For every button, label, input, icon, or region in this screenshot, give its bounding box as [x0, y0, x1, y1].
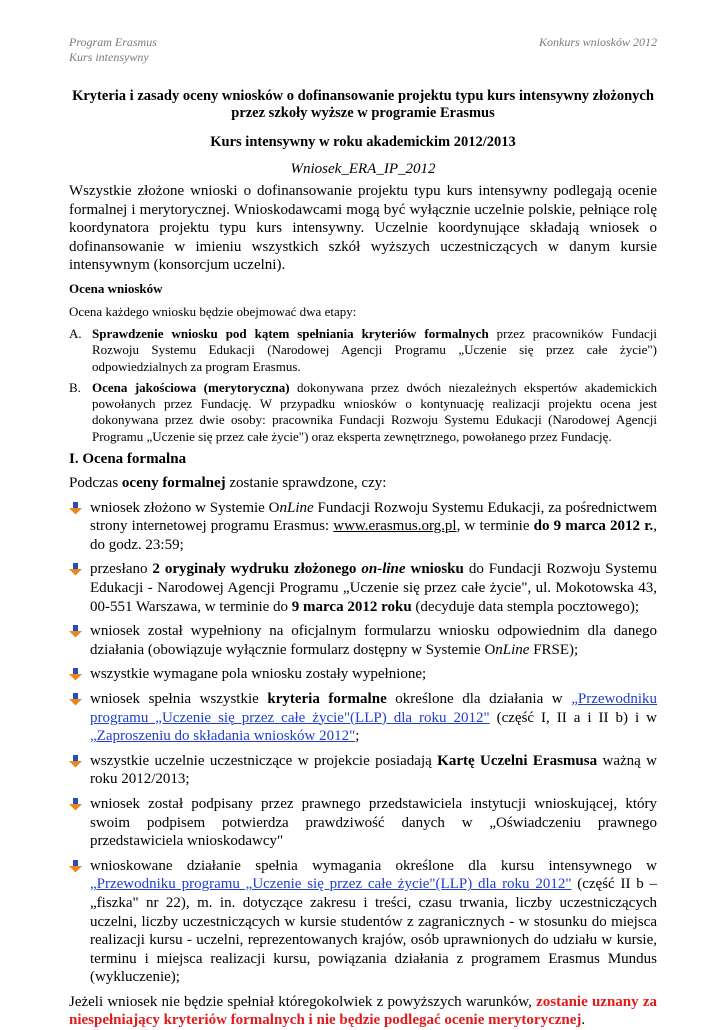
erasmus-url[interactable]: www.erasmus.org.pl: [333, 518, 457, 535]
list-item: wniosek został wypełniony na oficjalnym formularzu wniosku odpowiednim dla danego działania (obowiązuje wyłącznie formularz dostępny w Systemie OnLine FRSE);: [69, 622, 657, 659]
down-arrow-icon: [69, 563, 82, 576]
invitation-link[interactable]: „Zaproszeniu do składania wniosków 2012": [90, 728, 356, 745]
list-item: wszystkie uczelnie uczestniczące w projekcie posiadają Kartę Uczelni Erasmusa ważną w roku 2012/2013;: [69, 752, 657, 789]
final-warning: Jeżeli wniosek nie będzie spełniał któregokolwiek z powyższych warunków, zostanie uznany za niespełniający kryteriów formalnych i nie będzie podlegać ocenie merytorycznej.: [69, 993, 657, 1029]
list-item: wniosek został podpisany przez prawnego przedstawiciela instytucji wnioskującej, który swoim podpisem potwierdza prawdziwość danych w „Oświadczeniu prawnego przedstawiciela wnioskodawcy": [69, 795, 657, 851]
section-heading-ocena: Ocena wniosków: [69, 280, 163, 296]
header-contest: Konkurs wniosków 2012: [538, 35, 657, 49]
down-arrow-icon: [69, 693, 82, 706]
form-name: Wniosek_ERA_IP_2012: [290, 161, 436, 177]
down-arrow-icon: [69, 668, 82, 681]
guide-link[interactable]: „Przewodniku programu „Uczenie się przez całe życie"(LLP) dla roku 2012": [90, 690, 658, 726]
list-item: B. Ocena jakościowa (merytoryczna) dokonywana przez dwóch niezależnych ekspertów akademickich powołanych przez Fundację. W przypadku wniosków o kontynuację realizacji projektu ocena jest dokonywana przez dwie osoby: pracownika Fundacji Rozwoju Systemu Edukacji (Narodowej Agencji Programu „Uczenie się przez całe życie") oraz eksperta zewnętrznego, powołanego przez Fundację.: [69, 379, 657, 444]
list-item: wnioskowane działanie spełnia wymagania określone dla kursu intensywnego w „Przewodniku programu „Uczenie się przez całe życie"(LLP) dla roku 2012" (część II b – „fiszka" nr 22), m. in. dotyczące zakresu i treści, czasu trwania, liczby uczestniczących uczelni, liczby uczestniczących w kursie studentów z zagranicznych - w stosunku do miejsca realizacji kursu - uczelni, reprezentowanych krajów, osób uprawnionych do udziału w kursie, terminu i miejsca realizacji kursu, powiązania działania z programem Erasmus Mundus (wykluczenie);: [69, 857, 657, 987]
evaluation-stages-list: [69, 326, 657, 445]
header-program: Program Erasmus: [69, 35, 157, 49]
ocena-lead: Ocena każdego wniosku będzie obejmować dwa etapy:: [69, 303, 357, 319]
formal-checklist: [69, 499, 657, 987]
document-subtitle: Kurs intensywny w roku akademickim 2012/2013: [210, 134, 516, 150]
section-heading-formal: I. Ocena formalna: [69, 451, 187, 468]
down-arrow-icon: [69, 625, 82, 638]
document-title: Kryteria i zasady oceny wniosków o dofinansowanie projektu typu kurs intensywny złożonych przez szkoły wyższe w programie Erasmus: [72, 88, 654, 121]
intro-paragraph: Wszystkie złożone wnioski o dofinansowanie projektu typu kurs intensywny podlegają ocenie formalnej i merytorycznej. Wnioskodawcami mogą być wyłącznie uczelnie polskie, pełniące rolę koordynatora projektu typu kurs intensywny. Uczelnie koordynujące składają wniosek o dofinansowanie w imieniu wszystkich szkół wyższych uczestniczących w danym kursie intensywnym (konsorcjum uczelni).: [69, 183, 657, 274]
list-item: A. Sprawdzenie wniosku pod kątem spełniania kryteriów formalnych przez pracowników Fundacji Rozwoju Systemu Edukacji (Narodowej Agencji Programu „Uczenie się przez całe życie") odpowiedzialnych za program Erasmus.: [69, 325, 657, 374]
down-arrow-icon: [69, 860, 82, 873]
down-arrow-icon: [69, 798, 82, 811]
page-header: [69, 35, 657, 65]
down-arrow-icon: [69, 755, 82, 768]
list-item: wszystkie wymagane pola wniosku zostały wypełnione;: [69, 665, 657, 684]
list-letter: A.: [69, 325, 82, 341]
header-course: Kurs intensywny: [69, 50, 149, 64]
list-item: wniosek złożono w Systemie OnLine Fundacji Rozwoju Systemu Edukacji, za pośrednictwem strony internetowej programu Erasmus: www.erasmus.org.pl, w terminie do 9 marca 2012 r., do godz. 23:59;: [69, 499, 657, 555]
document-page: [69, 35, 657, 1030]
down-arrow-icon: [69, 502, 82, 515]
list-item: przesłano 2 oryginały wydruku złożonego on-line wniosku do Fundacji Rozwoju Systemu Edukacji - Narodowej Agencji Programu „Uczenie się przez całe życie", ul. Mokotowska 43, 00-551 Warszawa, w terminie do 9 marca 2012 roku (decyduje data stempla pocztowego);: [69, 560, 657, 616]
list-item: wniosek spełnia wszystkie kryteria formalne określone dla działania w „Przewodniku programu „Uczenie się przez całe życie"(LLP) dla roku 2012" (część I, II a i II b) i w „Zaproszeniu do składania wniosków 2012";: [69, 690, 657, 746]
guide-link[interactable]: „Przewodniku programu „Uczenie się przez całe życie"(LLP) dla roku 2012": [90, 876, 572, 893]
formal-lead: Podczas oceny formalnej zostanie sprawdzone, czy:: [69, 475, 387, 492]
list-letter: B.: [69, 379, 81, 395]
